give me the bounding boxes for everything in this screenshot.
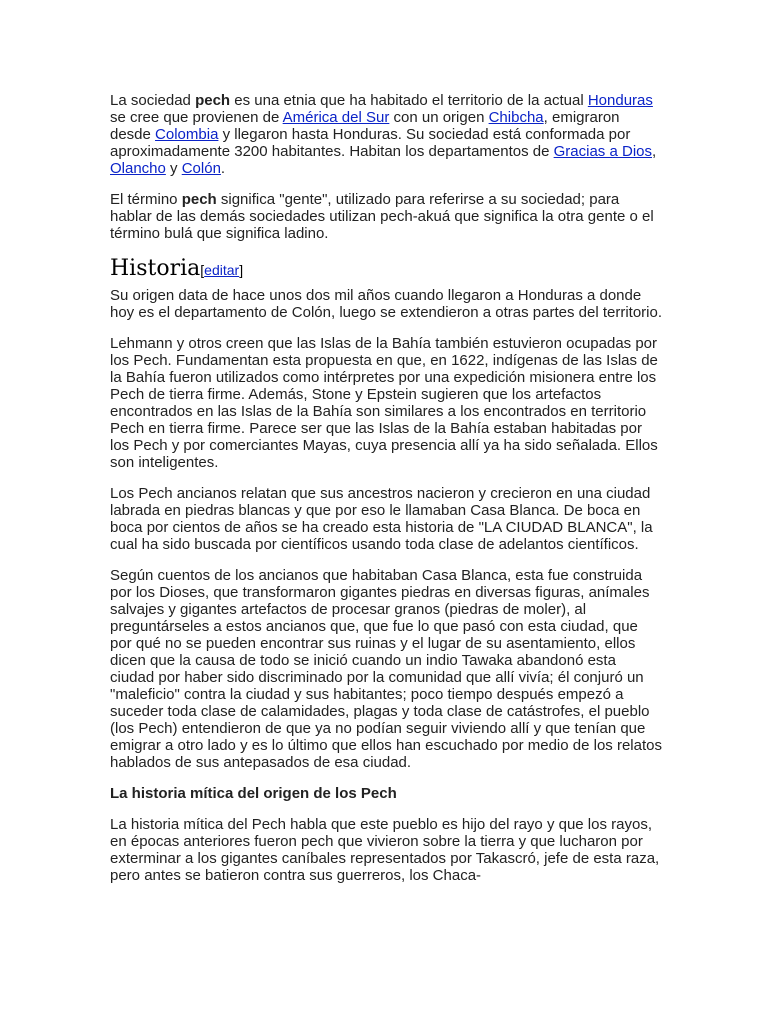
intro-paragraph-2 bbox=[110, 191, 662, 242]
intro-text: es una etnia que ha habitado el territorio de la actual bbox=[230, 92, 588, 109]
intro-text: se cree que provienen de bbox=[110, 109, 283, 126]
link-honduras[interactable]: Honduras bbox=[587, 92, 653, 109]
historia-paragraph-2: Lehmann y otros creen que las Islas de la Bahía también estuvieron ocupadas por los Pech. Fundamentan esta propuesta en que, en 1622, indígenas de las Islas de la Bahía fueron utilizados como intérpretes por una expedición misionera entre los Pech de tierra firme. Además, Stone y Epstein sugieren que los artefactos encontrados en las Islas de la Bahía son similares a los encontrados en territorio Pech en tierra firme. Parece ser que las Islas de la Bahía estaban habitadas por los Pech y por comerciantes Mayas, cuya presencia allí ya ha sido señalada. Ellos son inteligentes. bbox=[110, 335, 658, 471]
intro-text: . bbox=[220, 160, 226, 177]
link-america-del-sur[interactable]: América del Sur bbox=[282, 109, 390, 126]
intro-paragraph-1 bbox=[110, 92, 662, 177]
intro-text: , bbox=[652, 143, 657, 160]
intro-text: y bbox=[165, 160, 182, 177]
intro-text: significa "gente", utilizado para referirse a su sociedad; para hablar de las demás sociedades utilizan pech-akuá que significa la otra gente o el término bulá que significa ladino. bbox=[110, 191, 654, 242]
bold-term-pech: pech bbox=[181, 191, 217, 208]
article-body bbox=[110, 92, 662, 898]
subsection-heading-mitica: La historia mítica del origen de los Pech bbox=[110, 785, 397, 802]
historia-paragraph-3: Los Pech ancianos relatan que sus ancestros nacieron y crecieron en una ciudad labrada en piedras blancas y que por eso le llamaban Casa Blanca. De boca en boca por cientos de años se ha creado esta historia de "LA CIUDAD BLANCA", la cual ha sido buscada por científicos usando toda clase de adelantos científicos. bbox=[110, 485, 653, 553]
link-olancho[interactable]: Olancho bbox=[110, 160, 166, 177]
section-title: Historia bbox=[110, 256, 201, 281]
link-colon[interactable]: Colón bbox=[181, 160, 221, 177]
edit-bracket-open: [ bbox=[200, 262, 205, 278]
intro-text: y llegaron hasta Honduras. Su sociedad está conformada por aproximadamente 3200 habitantes. Habitan los departamentos de bbox=[110, 126, 631, 160]
link-gracias-a-dios[interactable]: Gracias a Dios bbox=[553, 143, 652, 160]
intro-text: La sociedad bbox=[110, 92, 196, 109]
historia-paragraph-4: Según cuentos de los ancianos que habitaban Casa Blanca, esta fue construida por los Dioses, que transformaron gigantes piedras en diversas figuras, anímales salvajes y gigantes artefactos de procesar granos (piedras de moler), al preguntárseles a estos ancianos que, que fue lo que pasó con esta ciudad, que por qué no se pueden encontrar sus ruinas y el lugar de su asentamiento, ellos dicen que la causa de todo se inició cuando un indio Tawaka abandonó esta ciudad por haber sido discriminado por la comunidad que allí vivía; él conjuró un "maleficio" contra la ciudad y sus habitantes; poco tiempo después empezó a suceder toda clase de calamidades, plagas y toda clase de catástrofes, el pueblo (los Pech) entendieron de que ya no podían seguir viviendo allí y que tenían que emigrar a otro lado y es lo último que ellos han escuchado por medio de los relatos hablados de sus antepasados de esa ciudad. bbox=[110, 567, 662, 771]
intro-text: con un origen bbox=[389, 109, 489, 126]
link-colombia[interactable]: Colombia bbox=[155, 126, 219, 143]
section-heading-historia bbox=[110, 256, 662, 283]
bold-term-pech: pech bbox=[195, 92, 231, 109]
link-chibcha[interactable]: Chibcha bbox=[488, 109, 544, 126]
edit-section-link-group bbox=[200, 262, 243, 278]
historia-paragraph-1: Su origen data de hace unos dos mil años cuando llegaron a Honduras a donde hoy es el departamento de Colón, luego se extendieron a otras partes del territorio. bbox=[110, 287, 662, 321]
intro-text: El término bbox=[110, 191, 182, 208]
edit-bracket-close: ] bbox=[239, 262, 244, 278]
edit-section-link[interactable]: editar bbox=[204, 262, 240, 278]
mitica-paragraph: La historia mítica del Pech habla que este pueblo es hijo del rayo y que los rayos, en épocas anteriores fueron pech que vivieron sobre la tierra y que lucharon por exterminar a los gigantes caníbales representados por Takascró, jefe de esta raza, pero antes se batieron contra sus guerreros, los Chaca- bbox=[110, 816, 660, 884]
intro-text: , emigraron desde bbox=[110, 109, 620, 143]
